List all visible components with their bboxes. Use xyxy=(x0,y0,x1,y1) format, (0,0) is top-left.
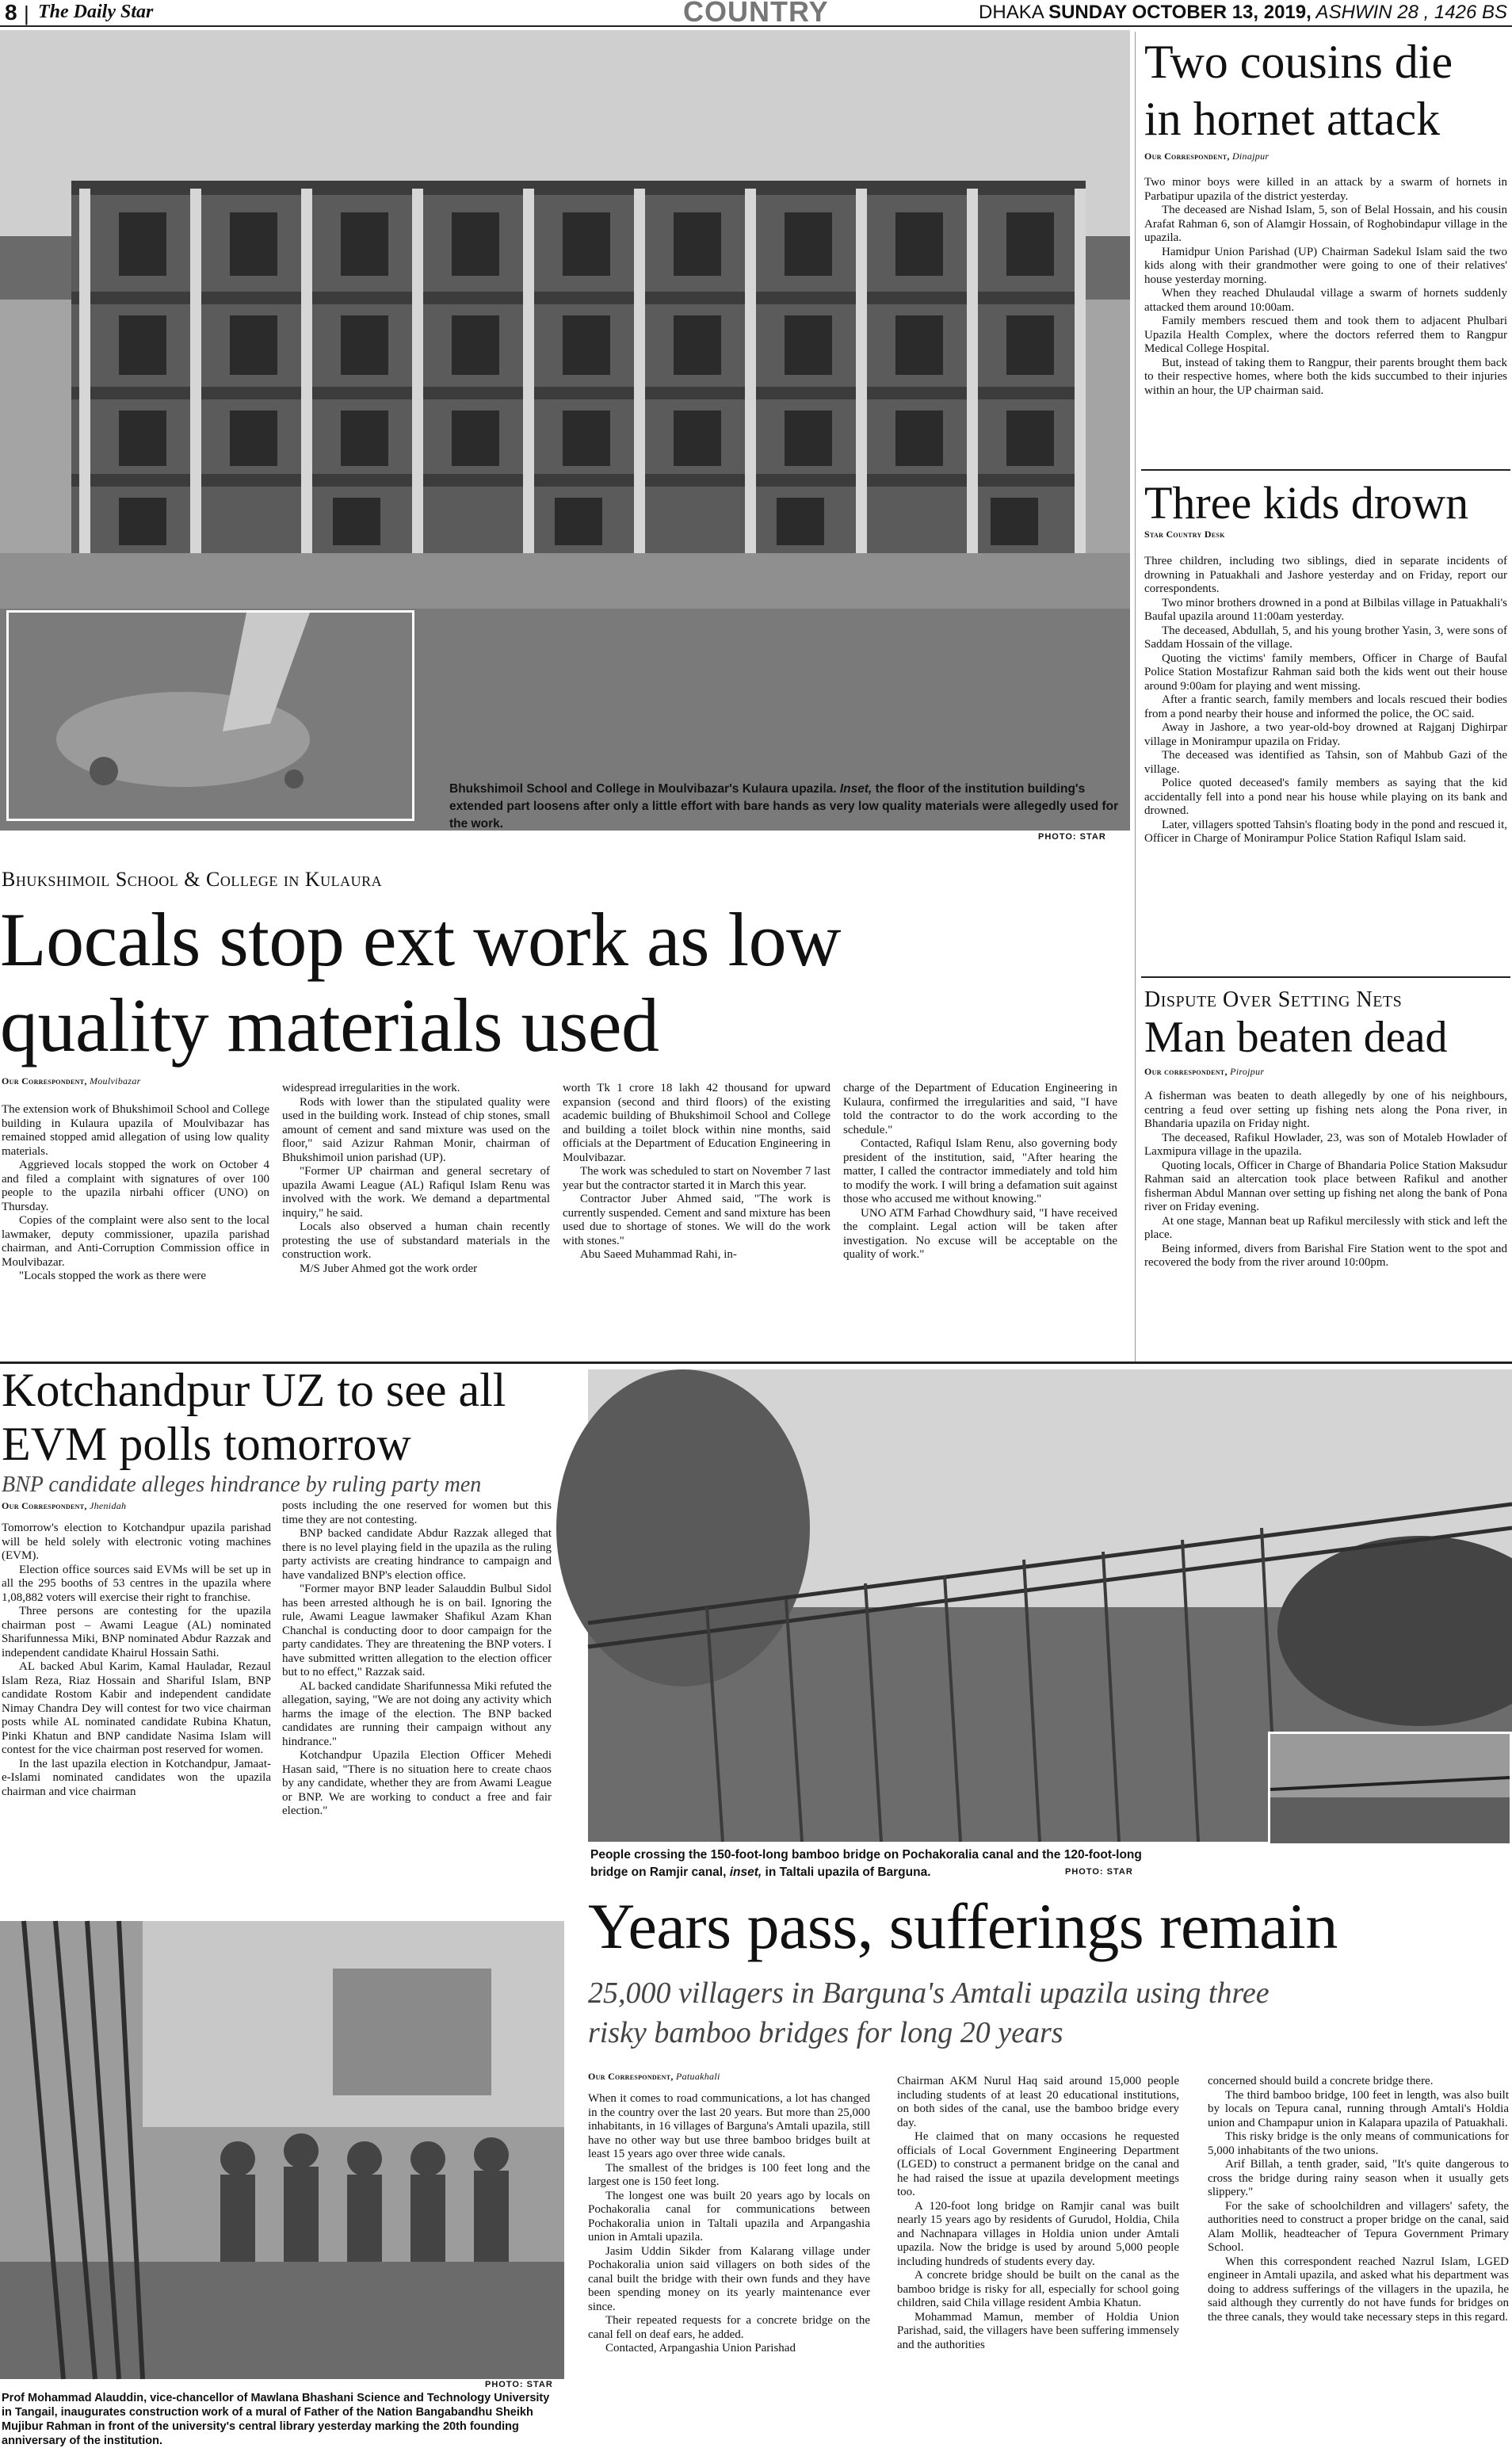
paragraph: The deceased was identified as Tahsin, son of Mahbub Gazi of the village. xyxy=(1144,749,1507,776)
paragraph: M/S Juber Ahmed got the work order xyxy=(300,1262,478,1275)
masthead: The Daily Star xyxy=(38,2,154,22)
paragraph: "Locals stopped the work as there were xyxy=(19,1270,207,1282)
story2-byline: Our Correspondent, Dinajpur xyxy=(1144,151,1270,162)
paragraph: Copies of the complaint were also sent to the local lawmaker, deputy commissioner, upazila parishad chairman, and Anti-Corruption Commission office in Moulvibazar. xyxy=(2,1214,269,1269)
paragraph: AL backed Abul Karim, Kamal Hauladar, Rezaul Islam Reza, Riaz Hossain and Shariful Islam, BNP candidate Rostom Kabir and independent candidate Nimay Chandra Dey will contest for two vice chairman posts while AL nominated candidate Rubina Khatun, Pinki Khatun and BNP candidate Nasima Islam will contest for the vice chairman post reserved for women. xyxy=(2,1660,271,1756)
paragraph: Their repeated requests for a concrete bridge on the canal fell on deaf ears, he added. xyxy=(588,2314,870,2341)
story6-col1 xyxy=(588,2092,870,2356)
story1-col3 xyxy=(563,1082,830,1262)
paragraph: Arif Billah, a tenth grader, said, "It's quite dangerous to cross the bridge during rainy season when it usually gets slippery." xyxy=(1208,2158,1509,2198)
paragraph: The deceased are Nishad Islam, 5, son of Belal Hossain, and his cousin Arafat Rahman 6, son of Alamgir Hossain, of Roghobindapur village in the upazila. xyxy=(1144,204,1507,244)
paragraph: Quoting locals, Officer in Charge of Bhandaria Police Station Maksudur Rahman said an altercation took place between Rafikul and another fisherman Abdul Mannan over setting up fishing net along the bank of Pona river on Friday evening. xyxy=(1144,1159,1507,1213)
story1-photo-credit: PHOTO: STAR xyxy=(1038,832,1106,842)
paragraph: The extension work of Bhukshimoil School and College building in Kulaura upazila of Moulvibazar has remained stopped amid allegation of using low quality materials. xyxy=(2,1103,269,1158)
story1-col2 xyxy=(282,1082,550,1276)
paragraph: concerned should build a concrete bridge there. xyxy=(1208,2075,1434,2087)
story1-photo-caption: Bhukshimoil School and College in Moulvibazar's Kulaura upazila. Inset, the floor of the institution building's extended part loosens after only a little effort with bare hands as very low quality materials were allegedly used for the work. xyxy=(449,782,1119,831)
paragraph: Quoting the victims' family members, Officer in Charge of Baufal Police Station Mostafizur Rahman said both the kids went out their house around 9:00am for playing and went missing. xyxy=(1144,651,1507,693)
story5-col2 xyxy=(282,1499,552,1819)
story4-kicker: Dispute Over Setting Nets xyxy=(1144,987,1403,1012)
paragraph: UNO ATM Farhad Chowdhury said, "I have received the complaint. Legal action will be taken after investigation. No excuse will be acceptable on the quality of work." xyxy=(843,1206,1117,1261)
paragraph: He claimed that on many occasions he requested officials of Local Government Engineering Department (LGED) to construct a permanent bridge on the canal and he had raised the issue at upazila development meetings too. xyxy=(897,2130,1179,2198)
paragraph: A fisherman was beaten to death allegedly by one of his neighbours, centring a feud over setting up fishing nets along the Pona river, in Bhandaria upazila on Friday night. xyxy=(1144,1090,1507,1130)
mural-inauguration-photo xyxy=(0,1921,564,2379)
paragraph: At one stage, Mannan beat up Rafikul mercilessly with stick and left the place. xyxy=(1144,1214,1507,1241)
paragraph: But, instead of taking them to Rangpur, their parents brought them back to their respective homes, where both the kids succumbed to their injuries within an hour, the UP chairman said. xyxy=(1144,356,1507,397)
story1-headline: Locals stop ext work as low quality materials used xyxy=(0,897,841,1067)
paragraph: Locals also observed a human chain recently protesting the use of substandard materials in the construction work. xyxy=(282,1220,550,1261)
story3-headline: Three kids drown xyxy=(1144,477,1469,529)
paragraph: Abu Saeed Muhammad Rahi, in- xyxy=(580,1248,737,1261)
paragraph: BNP backed candidate Abdur Razzak alleged that there is no level playing field in the upazila as the ruling party activists are creating hindrance to campaign and have vandalized BNP's election office. xyxy=(282,1527,552,1582)
paragraph: Tomorrow's election to Kotchandpur upazila parishad will be held solely with electronic voting machines (EVM). xyxy=(2,1522,271,1562)
paragraph: Mohammad Mamun, member of Holdia Union Parishad, said, the villagers have been suffering immensely and the authorities xyxy=(897,2310,1179,2351)
paragraph: The deceased, Abdullah, 5, and his young brother Yasin, 3, were sons of Saddam Hossain of the village. xyxy=(1144,624,1507,651)
paragraph: A 120-foot long bridge on Ramjir canal was built nearly 15 years ago by residents of Gurudol, Holdia, Chila and Nachnapara villages in Holdia union under Amtali upazila. Now the bridge is used by around 5,000 people including hundreds of students every day. xyxy=(897,2199,1179,2268)
story1-byline: Our Correspondent, Moulvibazar xyxy=(2,1075,141,1087)
paragraph: When it comes to road communications, a lot has changed in the country over the last 20 years. But more than 25,000 inhabitants, in 16 villages of Barguna's Amtali upazila, still have no other way but use three bamboo bridges built at least 15 years ago over three wide canals. xyxy=(588,2092,870,2160)
paragraph: After a frantic search, family members and locals rescued their bodies from a pond nearby their house and informed the police, the OC said. xyxy=(1144,693,1507,720)
paragraph: Aggrieved locals stopped the work on October 4 and filed a complaint with signatures of over 100 people to the upazila nirbahi officer (UNO) on Thursday. xyxy=(2,1159,269,1213)
story5-subhead: BNP candidate alleges hindrance by ruling party men xyxy=(2,1472,482,1497)
paragraph: The third bamboo bridge, 100 feet in length, was also built by locals on Tepura canal, running through Amtali's Holdia union and Champapur union in Kalapara upazila of Patuakhali. xyxy=(1208,2088,1509,2129)
story6-col2 xyxy=(897,2075,1179,2352)
paragraph: Jasim Uddin Sikder from Kalarang village under Pochakoralia union said villagers on both sides of the canal built the bridge with their own funds and they have been spending money on its yearly maintenance ever since. xyxy=(588,2244,870,2313)
paragraph: Chairman AKM Nurul Haq said around 15,000 people including students of at least 20 educational institutions, on both sides of the canal, use the bamboo bridge every day. xyxy=(897,2075,1179,2129)
dateline: DHAKA SUNDAY OCTOBER 13, 2019, ASHWIN 28 , 1426 BS xyxy=(979,2,1507,23)
story4-body xyxy=(1144,1090,1507,1270)
paragraph: AL backed candidate Sharifunnessa Miki refuted the allegation, saying, "We are not doing any activity which harms the image of the election. The BNP backed candidates are running their campaign without any hindrance." xyxy=(282,1679,552,1748)
paragraph: A concrete bridge should be built on the canal as the bamboo bridge is risky for all, especially for school going children, said Chila village resident Ambia Khatun. xyxy=(897,2269,1179,2309)
paragraph: In the last upazila election in Kotchandpur, Jamaat-e-Islami nominated candidates won the upazila chairman and vice chairman xyxy=(2,1757,271,1798)
story2-body xyxy=(1144,176,1507,398)
story6-byline: Our Correspondent, Patuakhali xyxy=(588,2071,720,2082)
story1-kicker: Bhukshimoil School & College in Kulaura xyxy=(2,868,383,891)
paragraph: Hamidpur Union Parishad (UP) Chairman Sadekul Islam said the two kids along with their grandmother were going to one of their relatives' house yesterday morning. xyxy=(1144,245,1507,286)
paragraph: Later, villagers spotted Tahsin's floating body in the pond and rescued it, Officer in Charge of Monirampur Police Station Rafiqul Islam said. xyxy=(1144,818,1507,845)
story6-subhead: 25,000 villagers in Barguna's Amtali upazila using three risky bamboo bridges for long 20 years xyxy=(588,1976,1270,2049)
paragraph: Kotchandpur Upazila Election Officer Mehedi Hasan said, "There is no situation here to create chaos by any candidate, whether they are from Awami League or BNP. We are working to conduct a free and fair election." xyxy=(282,1749,552,1817)
paragraph: When they reached Dhulaudal village a swarm of hornets suddenly attacked them around 10:00am. xyxy=(1144,287,1507,314)
paragraph: "Former UP chairman and general secretary of upazila Awami League (AL) Rafiqul Islam Renu was involved with the work. We demand a departmental inquiry," he said. xyxy=(282,1165,550,1220)
story6-col3 xyxy=(1208,2075,1509,2324)
paragraph: Police quoted deceased's family members as saying that the kid accidentally fell into a pond near his house while playing on its bank and drowned. xyxy=(1144,777,1507,817)
paragraph: Three persons are contesting for the upazila chairman post – Awami League (AL) nominated Sharifunnessa Miki, BNP nominated Abdur Razzak and independent candidate Khairul Hossain Sathi. xyxy=(2,1605,271,1659)
paragraph: Rods with lower than the stipulated quality were used in the building work. Instead of chip stones, small amount of cement and sand mixture was used on the floor," said Azizur Rahman Monir, chairman of Bhukshimoil union parishad (UP). xyxy=(282,1095,550,1164)
story3-body xyxy=(1144,555,1507,846)
paragraph: Two minor boys were killed in an attack by a swarm of hornets in Parbatipur upazila of the district yesterday. xyxy=(1144,176,1507,203)
photo3-caption: Prof Mohammad Alauddin, vice-chancellor of Mawlana Bhashani Science and Technology University in Tangail, inaugurates construction work of a mural of Father of the Nation Bangabandhu Sheikh Mujibur Rahman in front of the university's central library yesterday marking the 20th founding anniversary of the institution. xyxy=(2,2392,550,2447)
page-header: 8 | The Daily Star COUNTRY DHAKA SUNDAY OCTOBER 13, 2019, ASHWIN 28 , 1426 BS xyxy=(0,0,1512,27)
paragraph: Contacted, Arpangashia Union Parishad xyxy=(605,2342,796,2354)
story3-byline: Star Country Desk xyxy=(1144,529,1225,540)
paragraph: charge of the Department of Education Engineering in Kulaura, confirmed the irregularities and said, "I have told the contractor to do the work according to the schedule." xyxy=(843,1082,1117,1136)
section-title: COUNTRY xyxy=(683,0,829,28)
story4-headline: Man beaten dead xyxy=(1144,1013,1448,1062)
story6-photo-credit: PHOTO: STAR xyxy=(1065,1867,1133,1877)
paragraph: posts including the one reserved for women but this time they are not contesting. xyxy=(282,1499,552,1526)
paragraph: widespread irregularities in the work. xyxy=(282,1082,460,1094)
bamboo-bridge-inset-photo xyxy=(1268,1732,1512,1846)
paragraph: "Former mayor BNP leader Salauddin Bulbul Sidol has been arrested although he is on bail. Ignoring the rule, Awami League lawmaker Shafikul Azam Khan Chanchal is conducting door to door campaign for the party candidates. They are threatening the BNP voters. I have submitted written allegation to the election officer but to no effect," Razzak said. xyxy=(282,1583,552,1678)
floor-inset-photo xyxy=(6,610,414,821)
story5-headline: Kotchandpur UZ to see all EVM polls tomorrow xyxy=(2,1364,506,1470)
paragraph: Three children, including two siblings, died in separate incidents of drowning in Patuakhali and Jashore yesterday and on Friday, report our correspondents. xyxy=(1144,555,1507,595)
paragraph: Family members rescued them and took them to adjacent Phulbari Upazila Health Complex, where the doctors referred them to Rangpur Medical College Hospital. xyxy=(1144,315,1507,355)
paragraph: Away in Jashore, a two year-old-boy drowned at Rajganj Dighirpar village in Monirampur upazila on Friday. xyxy=(1144,721,1507,748)
story1-col1 xyxy=(2,1103,269,1284)
story4-byline: Our correspondent, Pirojpur xyxy=(1144,1066,1265,1077)
paragraph: This risky bridge is the only means of communications for 5,000 inhabitants of the two unions. xyxy=(1208,2130,1509,2157)
story6-photo-caption: People crossing the 150-foot-long bamboo bridge on Pochakoralia canal and the 120-foot-long bridge on Ramjir canal, inset, in Taltali upazila of Barguna. xyxy=(590,1848,1142,1879)
paragraph: Contractor Juber Ahmed said, "The work is currently suspended. Cement and sand mixture has been used due to shortage of stones. We will do the work with stones." xyxy=(563,1193,830,1247)
paragraph: The smallest of the bridges is 100 feet long and the largest one is 150 feet long. xyxy=(588,2161,870,2188)
paragraph: Being informed, divers from Barishal Fire Station went to the spot and recovered the body from the river around 10:00pm. xyxy=(1144,1242,1507,1269)
paragraph: The work was scheduled to start on November 7 last year but the contractor started it in March this year. xyxy=(563,1165,830,1192)
paragraph: Election office sources said EVMs will be set up in all the 295 booths of 53 centres in the upazila where 1,08,882 voters will exercise their right to franchise. xyxy=(2,1563,271,1604)
story1-col4 xyxy=(843,1082,1117,1262)
story5-col1 xyxy=(2,1522,271,1799)
paragraph: Two minor brothers drowned in a pond at Bilbilas village in Patuakhali's Baufal upazila around 11:00am yesterday. xyxy=(1144,596,1507,623)
paragraph: The longest one was built 20 years ago by locals on Pochakoralia canal for communications between Pochakoralia union in Taltali upazila and Arpangashia union in Amtali upazila. xyxy=(588,2189,870,2244)
paragraph: The deceased, Rafikul Howlader, 23, was son of Motaleb Howlader of Laxmipura village in the upazila. xyxy=(1144,1131,1507,1158)
paragraph: worth Tk 1 crore 18 lakh 42 thousand for upward expansion (second and third floors) of the existing academic building of Bhukshimoil School and College and building a toilet block within nine months, said officials at the Department of Education Engineering in Moulvibazar. xyxy=(563,1082,830,1164)
paragraph: Contacted, Rafiqul Islam Renu, also governing body president of the institution, said, "After hearing the matter, I called the contractor immediately and told him to modify the work. I will bring a defamation suit against those who accused me without knowing." xyxy=(843,1137,1117,1205)
story2-headline: Two cousins die in hornet attack xyxy=(1144,36,1453,145)
paragraph: For the sake of schoolchildren and villagers' safety, the authorities need to construct a proper bridge on the canal, said Alam Mollik, headteacher of Tepura Government Primary School. xyxy=(1208,2199,1509,2254)
photo3-credit: PHOTO: STAR xyxy=(485,2380,553,2389)
story6-headline: Years pass, sufferings remain xyxy=(588,1890,1338,1962)
page-number: 8 xyxy=(5,0,17,25)
paragraph: When this correspondent reached Nazrul Islam, LGED engineer in Amtali upazila, and asked what his department was doing to address sufferings of the villagers in the upazila, he said although they currently do not have funds for bridges on the three canals, they would take necessary steps in this regard. xyxy=(1208,2255,1509,2324)
story5-byline: Our Correspondent, Jhenidah xyxy=(2,1500,127,1511)
